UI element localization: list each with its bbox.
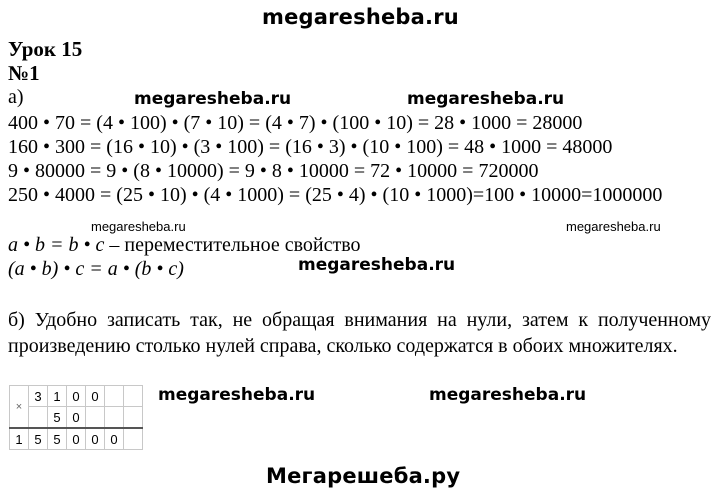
watermark-mid: megaresheba.ru: [407, 89, 565, 109]
watermark-mid: megaresheba.ru: [158, 385, 316, 405]
associative-formula: (a • b) • c = a • (b • c): [8, 258, 184, 280]
digit-cell: 5: [48, 407, 67, 429]
multiplication-table: [9, 385, 143, 450]
digit-cell: 1: [48, 386, 67, 407]
digit-cell: 5: [29, 428, 48, 450]
watermark-mid: megaresheba.ru: [134, 89, 292, 109]
watermark-mid: megaresheba.ru: [429, 385, 587, 405]
digit-cell: 0: [67, 428, 86, 450]
equation-line: 250 • 4000 = (25 • 10) • (4 • 1000) = (25 • 4) • (10 • 1000)=100 • 10000=1000000: [8, 184, 663, 206]
digit-cell: [86, 407, 105, 429]
digit-cell: 0: [86, 386, 105, 407]
task-number: №1: [8, 61, 40, 85]
multiply-operator: ×: [10, 386, 29, 429]
digit-cell: [124, 407, 143, 429]
digit-cell: [124, 386, 143, 407]
digit-cell: 3: [29, 386, 48, 407]
digit-cell: [29, 407, 48, 429]
equation-line: 400 • 70 = (4 • 100) • (7 • 10) = (4 • 7) • (100 • 10) = 28 • 1000 = 28000: [8, 112, 583, 134]
digit-cell: 0: [67, 407, 86, 429]
digit-cell: [124, 428, 143, 450]
equation-line: 160 • 300 = (16 • 10) • (3 • 100) = (16 • 3) • (10 • 100) = 48 • 1000 = 48000: [8, 136, 613, 158]
equation-line: 9 • 80000 = 9 • (8 • 10000) = 9 • 8 • 10000 = 72 • 10000 = 720000: [8, 160, 539, 182]
digit-cell: 1: [10, 428, 29, 450]
watermark-mid: megaresheba.ru: [298, 255, 456, 275]
commutative-formula: a • b = b • c: [8, 234, 105, 256]
lesson-title: Урок 15: [8, 37, 83, 61]
digit-cell: [105, 386, 124, 407]
digit-cell: 0: [105, 428, 124, 450]
part-a-label: а): [8, 86, 24, 108]
footer-watermark: Мегарешеба.ру: [266, 464, 461, 488]
digit-cell: 5: [48, 428, 67, 450]
digit-cell: [105, 407, 124, 429]
digit-cell: 0: [86, 428, 105, 450]
header-watermark: megaresheba.ru: [262, 5, 459, 29]
watermark-small: megaresheba.ru: [91, 219, 186, 234]
commutative-property: [8, 234, 361, 257]
digit-cell: 0: [67, 386, 86, 407]
commutative-text: – переместительное свойство: [104, 234, 361, 256]
watermark-small: megaresheba.ru: [566, 219, 661, 234]
part-b-text: б) Удобно записать так, не обращая внимания на нули, затем к полученному произведению столько нулей справа, сколько содержатся в обоих множителях.: [8, 309, 711, 357]
